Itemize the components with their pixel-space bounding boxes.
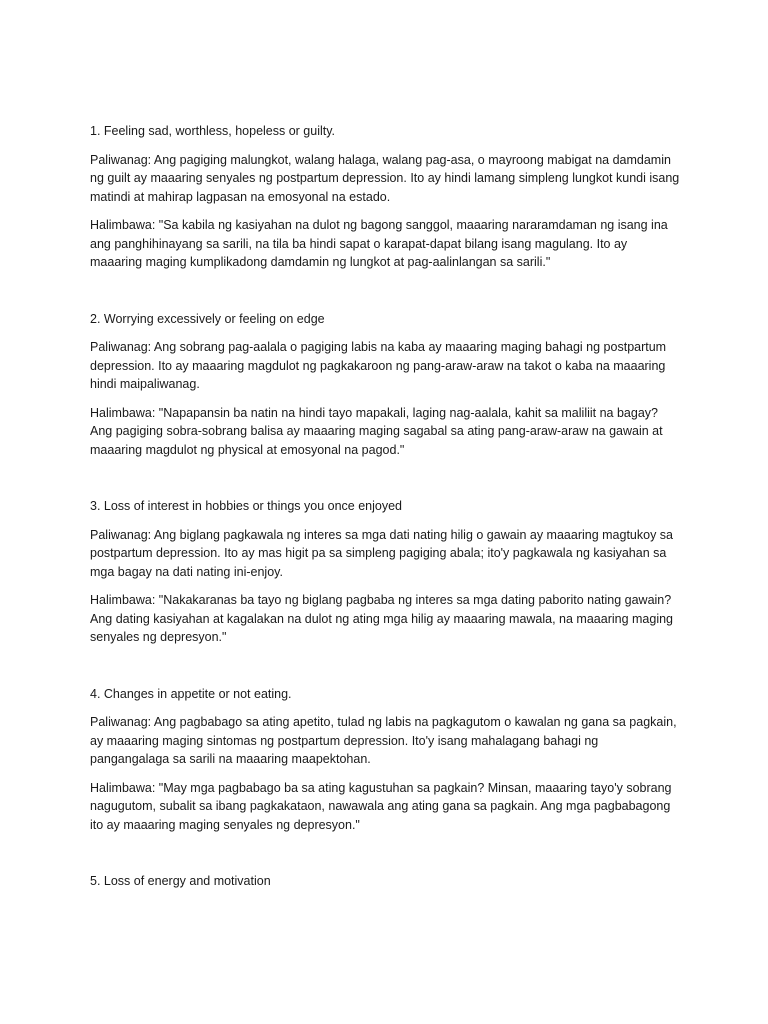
section-feeling-sad (90, 122, 680, 272)
section-explanation: Paliwanag: Ang pagiging malungkot, walang halaga, walang pag-asa, o mayroong mabigat na damdamin ng guilt ay maaaring senyales ng postpartum depression. Ito ay hindi lamang simpleng lungkot kundi isang matindi at mahirap lagpasan na emosyonal na estado. (90, 152, 680, 204)
section-loss-of-energy (90, 872, 680, 891)
section-appetite (90, 685, 680, 835)
section-heading: 1. Feeling sad, worthless, hopeless or guilty. (90, 124, 336, 138)
section-worrying (90, 310, 680, 460)
section-explanation: Paliwanag: Ang pagbabago sa ating apetito, tulad ng labis na pagkagutom o kawalan ng gana sa pagkain, ay maaaring maging sintomas ng postpartum depression. Ito'y isang mahalagang bahagi ng pangangalaga sa sarili na maaaring maapektohan. (90, 715, 677, 766)
section-example: Halimbawa: "Napapansin ba natin na hindi tayo mapakali, laging nag-aalala, kahit sa maliliit na bagay? Ang pagiging sobra-sobrang balisa ay maaaring maging sagabal sa ating pang-araw-araw na gawain at maaaring magdulot ng physical at emosyonal na pagod." (90, 405, 663, 457)
section-explanation: Paliwanag: Ang sobrang pag-aalala o pagiging labis na kaba ay maaaring maging bahagi ng postpartum depression. Ito ay maaaring magdulot ng pagkakaroon ng pang-araw-araw na takot o kaba na maaaring hindi maipaliwanag. (90, 340, 667, 391)
section-heading: 5. Loss of energy and motivation (90, 874, 271, 888)
section-example: Halimbawa: "Sa kabila ng kasiyahan na dulot ng bagong sanggol, maaaring nararamdaman ng isang ina ang panghihinayang sa sarili, na tila ba hindi sapat o karapat-dapat bilang isang magulang. Ito ay maaaring maging kumplikadong damdamin ng lungkot at pag-aalinlangan sa sarili." (90, 218, 668, 269)
section-heading: 3. Loss of interest in hobbies or things you once enjoyed (90, 499, 403, 513)
section-explanation: Paliwanag: Ang biglang pagkawala ng interes sa mga dati nating hilig o gawain ay maaaring magtukoy sa postpartum depression. Ito ay mas higit pa sa simpleng pagiging abala; ito'y pagkawala ng kasiyahan sa mga bagay na dati nating ini-enjoy. (90, 527, 674, 579)
section-loss-of-interest (90, 497, 680, 647)
document-body (90, 122, 680, 929)
section-example: Halimbawa: "Nakakaranas ba tayo ng biglang pagbaba ng interes sa mga dating paborito nating gawain? Ang dating kasiyahan at kagalakan na dulot ng ating mga hilig ay maaaring mawala, na maaaring maging senyales ng depresyon." (90, 593, 674, 644)
section-heading: 4. Changes in appetite or not eating. (90, 686, 292, 701)
section-heading: 2. Worrying excessively or feeling on edge (90, 311, 325, 326)
section-example: Halimbawa: "May mga pagbabago ba sa ating kagustuhan sa pagkain? Minsan, maaaring tayo'y sobrang nagugutom, subalit sa ibang pagkakataon, nawawala ang ating gana sa pagkain. Ang mga pagbabagong ito ay maaaring maging senyales ng depresyon." (90, 780, 672, 832)
